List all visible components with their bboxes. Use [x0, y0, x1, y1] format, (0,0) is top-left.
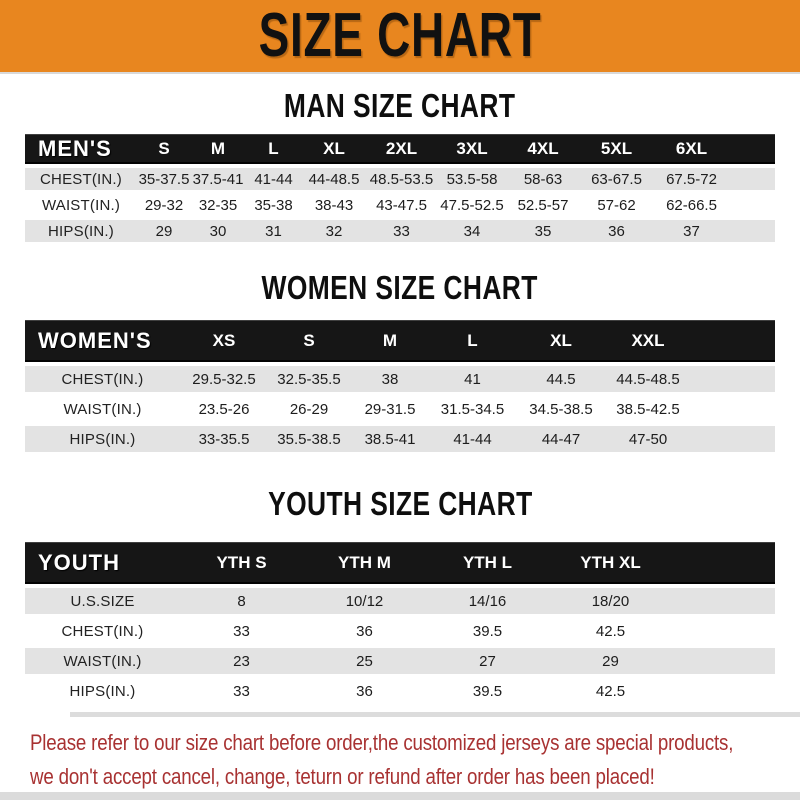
- page-title: SIZE CHART: [258, 1, 542, 70]
- size-column-header: YTH S: [180, 542, 303, 584]
- size-value-cell: 33: [180, 678, 303, 704]
- row-filler: [689, 426, 775, 452]
- footer-divider: [70, 712, 800, 717]
- header-filler: [729, 134, 775, 164]
- size-value-cell: 47.5-52.5: [437, 194, 507, 216]
- size-value-cell: 44-47: [515, 426, 607, 452]
- size-value-cell: 25: [303, 648, 426, 674]
- measure-row-label: CHEST(IN.): [25, 618, 180, 644]
- table-header-row: [25, 320, 775, 362]
- size-value-cell: 30: [191, 220, 245, 242]
- size-value-cell: 37: [654, 220, 729, 242]
- table-row: [25, 618, 775, 644]
- size-value-cell: 35-38: [245, 194, 302, 216]
- size-value-cell: 31: [245, 220, 302, 242]
- table-row: [25, 194, 775, 216]
- size-value-cell: 39.5: [426, 618, 549, 644]
- size-value-cell: 47-50: [607, 426, 689, 452]
- size-column-header: XL: [515, 320, 607, 362]
- header-filler: [689, 320, 775, 362]
- size-value-cell: 41-44: [245, 168, 302, 190]
- section-women: [0, 268, 800, 456]
- women-size-chart-heading: WOMEN SIZE CHART: [261, 269, 539, 306]
- size-value-cell: 8: [180, 588, 303, 614]
- size-value-cell: 41-44: [430, 426, 515, 452]
- size-value-cell: 29: [549, 648, 672, 674]
- size-value-cell: 29.5-32.5: [180, 366, 268, 392]
- size-value-cell: 42.5: [549, 618, 672, 644]
- size-column-header: YTH XL: [549, 542, 672, 584]
- size-value-cell: 52.5-57: [507, 194, 579, 216]
- size-value-cell: 18/20: [549, 588, 672, 614]
- table-row: [25, 168, 775, 190]
- size-column-header: YTH M: [303, 542, 426, 584]
- table-group-label: MEN'S: [25, 134, 137, 164]
- size-column-header: XS: [180, 320, 268, 362]
- table-row: [25, 366, 775, 392]
- disclaimer-line-2: we don't accept cancel, change, teturn or refund after order has been placed!: [30, 764, 655, 789]
- size-value-cell: 10/12: [303, 588, 426, 614]
- banner: [0, 0, 800, 72]
- size-value-cell: 39.5: [426, 678, 549, 704]
- size-value-cell: 62-66.5: [654, 194, 729, 216]
- size-value-cell: 29: [137, 220, 191, 242]
- size-column-header: L: [430, 320, 515, 362]
- order-disclaimer: [30, 727, 800, 795]
- size-value-cell: 35.5-38.5: [268, 426, 350, 452]
- row-filler: [689, 366, 775, 392]
- measure-row-label: WAIST(IN.): [25, 396, 180, 422]
- measure-row-label: HIPS(IN.): [25, 426, 180, 452]
- row-filler: [729, 168, 775, 190]
- size-value-cell: 14/16: [426, 588, 549, 614]
- size-value-cell: 38.5-42.5: [607, 396, 689, 422]
- size-value-cell: 53.5-58: [437, 168, 507, 190]
- size-value-cell: 36: [303, 618, 426, 644]
- size-value-cell: 58-63: [507, 168, 579, 190]
- section-youth: [0, 484, 800, 708]
- size-value-cell: 26-29: [268, 396, 350, 422]
- table-row: [25, 648, 775, 674]
- table-group-label: YOUTH: [25, 542, 180, 584]
- table-row: [25, 396, 775, 422]
- row-filler: [672, 648, 775, 674]
- size-value-cell: 42.5: [549, 678, 672, 704]
- section-man: [0, 86, 800, 246]
- size-value-cell: 32.5-35.5: [268, 366, 350, 392]
- measure-row-label: CHEST(IN.): [25, 366, 180, 392]
- size-column-header: 2XL: [366, 134, 437, 164]
- size-value-cell: 41: [430, 366, 515, 392]
- size-value-cell: 32: [302, 220, 366, 242]
- size-value-cell: 32-35: [191, 194, 245, 216]
- size-value-cell: 31.5-34.5: [430, 396, 515, 422]
- size-value-cell: 38: [350, 366, 430, 392]
- size-value-cell: 23: [180, 648, 303, 674]
- size-column-header: 4XL: [507, 134, 579, 164]
- size-value-cell: 57-62: [579, 194, 654, 216]
- size-value-cell: 44.5-48.5: [607, 366, 689, 392]
- row-filler: [729, 194, 775, 216]
- measure-row-label: WAIST(IN.): [25, 648, 180, 674]
- table-header-row: [25, 542, 775, 584]
- table-row: [25, 588, 775, 614]
- size-value-cell: 38.5-41: [350, 426, 430, 452]
- size-value-cell: 33-35.5: [180, 426, 268, 452]
- size-column-header: L: [245, 134, 302, 164]
- measure-row-label: HIPS(IN.): [25, 220, 137, 242]
- size-column-header: 6XL: [654, 134, 729, 164]
- size-value-cell: 63-67.5: [579, 168, 654, 190]
- size-value-cell: 38-43: [302, 194, 366, 216]
- size-column-header: M: [350, 320, 430, 362]
- table-row: [25, 678, 775, 704]
- measure-row-label: WAIST(IN.): [25, 194, 137, 216]
- table-row: [25, 426, 775, 452]
- table-group-label: WOMEN'S: [25, 320, 180, 362]
- size-value-cell: 36: [579, 220, 654, 242]
- size-value-cell: 33: [180, 618, 303, 644]
- size-value-cell: 23.5-26: [180, 396, 268, 422]
- size-column-header: XXL: [607, 320, 689, 362]
- measure-row-label: HIPS(IN.): [25, 678, 180, 704]
- youth-size-table: [25, 538, 775, 708]
- size-value-cell: 37.5-41: [191, 168, 245, 190]
- size-column-header: 5XL: [579, 134, 654, 164]
- table-row: [25, 220, 775, 242]
- man-size-table: [25, 130, 775, 246]
- size-column-header: XL: [302, 134, 366, 164]
- measure-row-label: CHEST(IN.): [25, 168, 137, 190]
- size-column-header: S: [137, 134, 191, 164]
- size-column-header: S: [268, 320, 350, 362]
- measure-row-label: U.S.SIZE: [25, 588, 180, 614]
- size-value-cell: 33: [366, 220, 437, 242]
- header-filler: [672, 542, 775, 584]
- size-value-cell: 29-31.5: [350, 396, 430, 422]
- row-filler: [672, 618, 775, 644]
- table-header-row: [25, 134, 775, 164]
- size-value-cell: 29-32: [137, 194, 191, 216]
- size-value-cell: 34: [437, 220, 507, 242]
- size-value-cell: 27: [426, 648, 549, 674]
- size-value-cell: 35-37.5: [137, 168, 191, 190]
- size-value-cell: 43-47.5: [366, 194, 437, 216]
- row-filler: [672, 678, 775, 704]
- size-value-cell: 35: [507, 220, 579, 242]
- size-value-cell: 34.5-38.5: [515, 396, 607, 422]
- man-size-chart-heading: MAN SIZE CHART: [284, 87, 516, 124]
- women-size-table: [25, 316, 775, 456]
- disclaimer-line-1: Please refer to our size chart before order,the customized jerseys are special products,: [30, 730, 734, 755]
- row-filler: [672, 588, 775, 614]
- size-column-header: YTH L: [426, 542, 549, 584]
- size-value-cell: 44-48.5: [302, 168, 366, 190]
- size-value-cell: 67.5-72: [654, 168, 729, 190]
- youth-size-chart-heading: YOUTH SIZE CHART: [267, 485, 533, 522]
- row-filler: [689, 396, 775, 422]
- size-value-cell: 48.5-53.5: [366, 168, 437, 190]
- size-column-header: 3XL: [437, 134, 507, 164]
- size-value-cell: 44.5: [515, 366, 607, 392]
- bottom-edge-strip: [0, 792, 800, 800]
- row-filler: [729, 220, 775, 242]
- size-value-cell: 36: [303, 678, 426, 704]
- size-column-header: M: [191, 134, 245, 164]
